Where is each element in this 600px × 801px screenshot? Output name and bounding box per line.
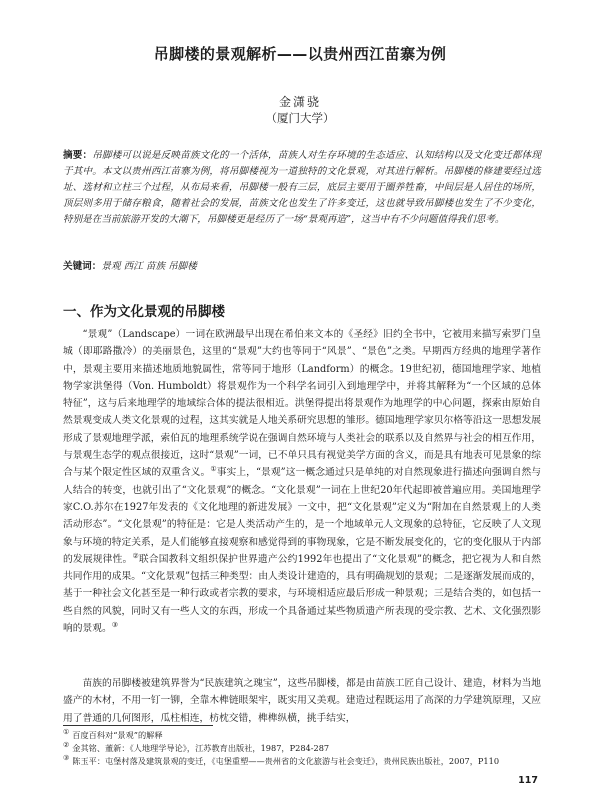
author-affiliation: （厦门大学） [265, 111, 335, 125]
footnote-2-text: 金其铭、董新：《人地理学导论》，江苏教育出版社，1987，P284-287 [72, 743, 330, 753]
keywords-label: 关键词： [63, 261, 102, 272]
footnote-1-text: 百度百科对“景观”的解释 [72, 730, 163, 740]
abstract-text: 吊脚楼可以说是反映苗族文化的一个活体，苗族人对生存环境的生态适应、认知结构以及文化变迁都体现于其中。本文以贵州西江苗寨为例，将吊脚楼视为一道独特的文化景观，对其进行解析。吊脚楼的修建要经过选址、选材和立柱三个过程，从布局来看，吊脚楼一般有三层，底层主要用于圈养牲畜，中间层是人居住的场所，顶层则多用于储存粮食，随着社会的发展，苗族文化也发生了许多变迁，这也就导致吊脚楼也发生了不少变化，特别是在当前旅游开发的大潮下，吊脚楼更是经历了一场“景观再造”，这当中有不少问题值得我们思考。 [63, 150, 542, 225]
body-text-1b: 事实上，“景观”这一概念通过只是单纯的对自然现象进行描述向强调自然与人结合的转变，也就引出了“文化景观”的概念。“文化景观”一词在上世纪20年代起即被普遍应用。美国地理学家C.O.苏尔在1927年发表的《文化地理的新进发展》一文中，把“文化景观”定义为“附加在自然景观上的人类活动形态”。“文化景观”的特征是：它是人类活动产生的，是一个地域单元人文现象的总特征，它反映了人文现象与环境的特定关系，是人们能够直接观察和感觉得到的事物现象，它是不断发展变化的，它的变化服从于内部的发展规律性。 [63, 467, 542, 565]
footnote-3-mark: ③ [63, 754, 70, 763]
footnote-ref-2[interactable]: ② [132, 551, 139, 560]
body-text-1c: 联合国教科文组织保护世界遗产公约1992年也提出了“文化景观”的概念，把它视为人和自然共同作用的成果。“文化景观”包括三种类型：由人类设计建造的，具有明确规划的景观；二是逐渐发展而成的，基于一种社会文化甚至是一种行政或者宗教的要求，与环境相适应最后形成一种景观；三是结合类的，如包括一些自然的风貌，同时又有一些人文的东西，形成一个具备通过某些物质遗产所表现的受宗教、艺术、文化强烈影响的景观。 [63, 553, 542, 635]
footnote-1 [63, 729, 541, 741]
author-name: 金潇骁 [278, 95, 321, 109]
footnote-divider [63, 725, 213, 726]
keywords [63, 259, 541, 275]
body-paragraph-2: 苗族的吊脚楼被建筑界誉为“民族建筑之瑰宝”，这些吊脚楼，都是由苗族工匠自己设计、建造，材料为当地盛产的木材，不用一钉一铆，全靠木榫链眼架牢，既实用又美观。建造过程既运用了高深的力学建筑原理，又应用了普通的几何图形，瓜柱相连，枋枕交错，榫榫纵横，挑手结实， [63, 678, 541, 724]
abstract-label: 摘要： [63, 150, 93, 161]
footnote-ref-1[interactable]: ① [210, 465, 217, 474]
footnote-2 [63, 742, 541, 754]
keywords-text: 景观 西江 苗族 吊脚楼 [101, 261, 197, 272]
footnote-ref-3[interactable]: ③ [111, 620, 119, 629]
footnote-3 [63, 755, 541, 767]
footnote-3-text: 陈玉平：屯堡村落及建筑景观的变迁，《屯堡重塑——贵州省的文化旅游与社会变迁》，贵州民族出版社，2007，P110 [72, 756, 500, 766]
abstract [63, 148, 541, 228]
body-paragraph-1 [63, 326, 541, 637]
body-text-1a: “景观”（Landscape）一词在欧洲最早出现在希伯来文本的《圣经》旧约全书中，它被用来描写索罗门皇城（即耶路撒冷）的美丽景色，这里的“景观”大约也等同于“风景”、“景色”之类。早期西方经典的地理学著作中，景观主要用来描述地质地貌属性，常等同于地形（Landform）的概念。19世纪初，德国地理学家、地植物学家洪堡得（Von. Humboldt）将景观作为一个科学名词引入到地理学中，并将其解释为“一个区域的总体特征”，这与后来地理学的地域综合体的提法很相近。洪堡得提出将景观作为地理学的中心问题，探索由原始自然景观变成人类文化景观的过程，这其实就是人地关系研究思想的雏形。德国地理学家贝尔格等沿这一思想发展形成了景观地理学派，索伯瓦的地理系统学说在强调自然环境与人类社会的联系以及自然界与社会的相互作用，与景观生态学的观点很接近，这时“景观”一词，已不单只具有视觉美学方面的含义，而是具有地表可见景象的综合与某个限定性区域的双重含义。 [63, 329, 541, 479]
footnote-2-mark: ② [63, 741, 70, 750]
footnote-1-mark: ① [63, 728, 70, 737]
article-title: 吊脚楼的景观解析——以贵州西江苗寨为例 [153, 45, 447, 63]
section-heading: 一、作为文化景观的吊脚楼 [63, 304, 225, 320]
page-number: 117 [518, 775, 538, 786]
